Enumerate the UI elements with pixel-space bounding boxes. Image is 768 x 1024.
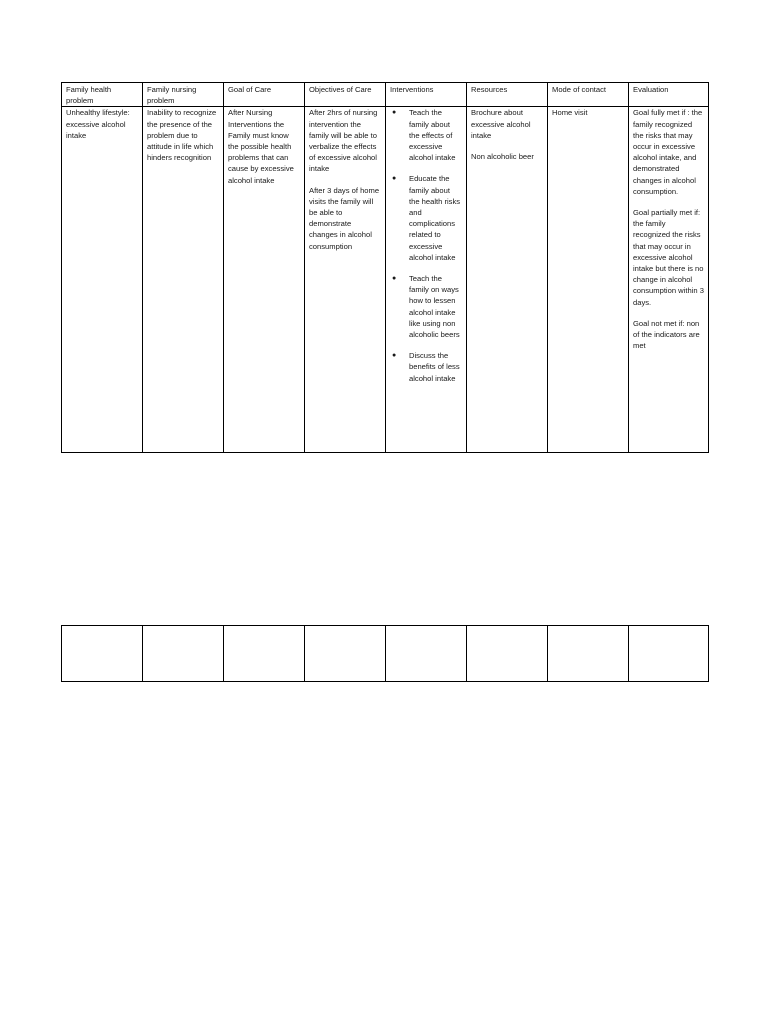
evaluation-item: Goal fully met if : the family recognized the risks that may occur in excessive alcohol intake, and demonstrated changes in alcohol consumption. <box>633 108 703 196</box>
header-goal-of-care: Goal of Care <box>224 83 305 107</box>
bullet-dot-icon: ● <box>392 275 397 283</box>
header-family-health-problem: Family health problem <box>62 83 143 107</box>
header-row <box>62 83 709 107</box>
cell-resources <box>467 107 548 453</box>
intervention-text: Discuss the benefits of less alcohol intake <box>409 351 460 383</box>
empty-cell <box>62 626 143 682</box>
intervention-item <box>390 173 462 263</box>
intervention-text: Teach the family on ways how to lessen alcohol intake like using non alcoholic beers <box>409 274 460 340</box>
empty-cell <box>305 626 386 682</box>
intervention-text: Educate the family about the health risks and complications related to excessive alcohol intake <box>409 174 461 262</box>
header-resources: Resources <box>467 83 548 107</box>
cell-nursing-problem: Inability to recognize the presence of the problem due to attitude in life which hinders recognition <box>143 107 224 453</box>
header-family-nursing-problem: Family nursing problem <box>143 83 224 107</box>
intervention-item <box>390 350 462 384</box>
empty-row <box>62 626 709 682</box>
care-plan-table <box>61 82 709 453</box>
bullet-dot-icon: ● <box>392 109 397 117</box>
empty-cell <box>386 626 467 682</box>
evaluation-item: Goal not met if: non of the indicators are met <box>633 318 700 351</box>
table-row <box>62 107 709 453</box>
header-mode-of-contact: Mode of contact <box>548 83 629 107</box>
header-interventions: Interventions <box>386 83 467 107</box>
empty-cell <box>467 626 548 682</box>
cell-evaluation <box>629 107 709 453</box>
empty-cell <box>629 626 709 682</box>
empty-cell <box>143 626 224 682</box>
empty-cell <box>548 626 629 682</box>
empty-cell <box>224 626 305 682</box>
cell-interventions <box>386 107 467 453</box>
header-objectives-of-care: Objectives of Care <box>305 83 386 107</box>
resource-item: Non alcoholic beer <box>471 152 534 162</box>
cell-mode-of-contact: Home visit <box>548 107 629 453</box>
bullet-dot-icon: ● <box>392 175 397 183</box>
intervention-item <box>390 107 462 163</box>
header-evaluation: Evaluation <box>629 83 709 107</box>
cell-objectives <box>305 107 386 453</box>
bullet-dot-icon: ● <box>392 352 397 360</box>
intervention-text: Teach the family about the effects of excessive alcohol intake <box>409 108 456 163</box>
objective-item: After 2hrs of nursing intervention the family will be able to verbalize the effects of excessive alcohol intake <box>309 108 378 174</box>
resource-item: Brochure about excessive alcohol intake <box>471 108 531 140</box>
objective-item: After 3 days of home visits the family will be able to demonstrate changes in alcohol consumption <box>309 185 380 251</box>
intervention-item <box>390 273 462 340</box>
evaluation-item: Goal partially met if: the family recognized the risks that may occur in excessive alcohol intake but there is no change in alcohol consumption within 3 days. <box>633 208 704 307</box>
empty-table <box>61 625 709 682</box>
cell-health-problem: Unhealthy lifestyle: excessive alcohol intake <box>62 107 143 453</box>
cell-goal: After Nursing Interventions the Family must know the possible health problems that can cause by excessive alcohol intake <box>224 107 305 453</box>
